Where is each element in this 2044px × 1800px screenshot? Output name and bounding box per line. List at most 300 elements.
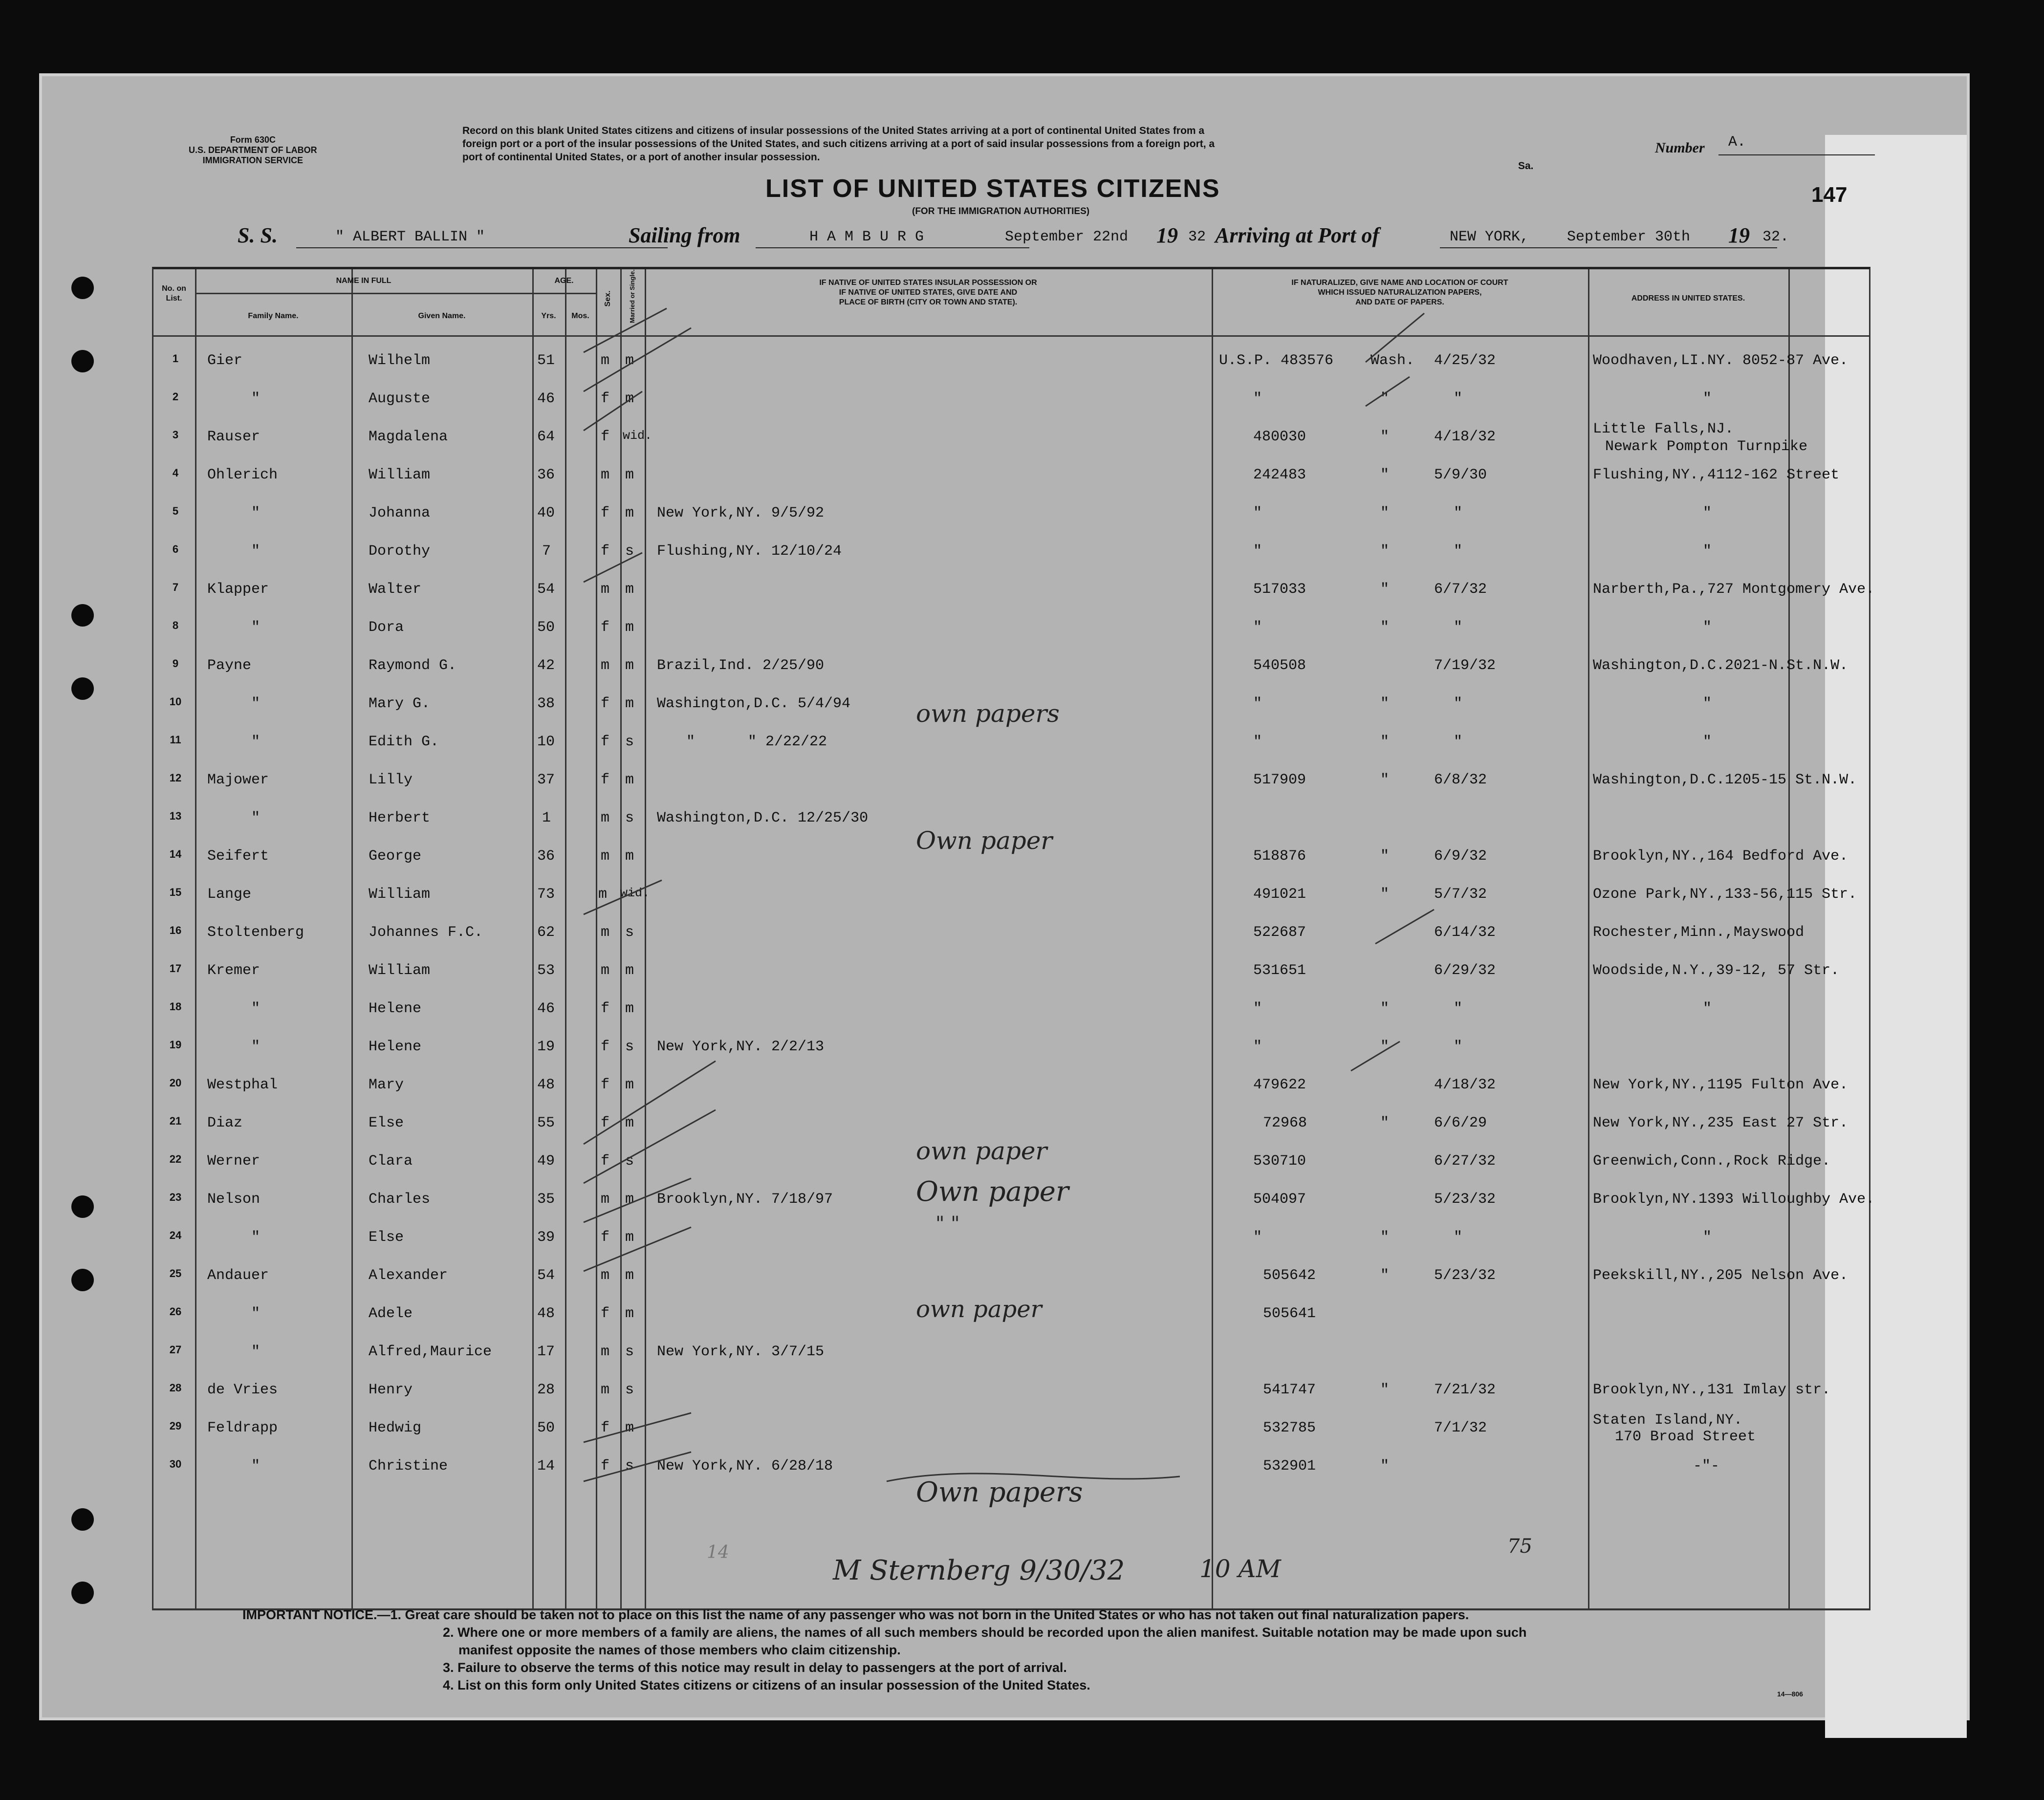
passenger-table [152,267,1875,1610]
row-no: 21 [169,1115,182,1127]
given-name: Dora [369,619,404,636]
given-name: Else [369,1115,404,1131]
table-row [153,505,1869,542]
address: Woodhaven,LI.NY. 8052-87 Ave. [1593,352,1848,369]
col-sex: Sex. [604,290,612,307]
naturalization-date: " [1454,505,1463,521]
given-name: Lilly [369,772,413,788]
marital-status: m [625,1191,634,1208]
notice-item: 4. List on this form only United States citizens or citizens of an insular possession of the United States. [443,1678,1090,1692]
row-no: 26 [169,1305,182,1318]
address: " [1703,619,1712,636]
year-to: 32. [1762,229,1789,245]
address: Washington,D.C.2021-N.St.N.W. [1593,657,1848,674]
marital-status: s [625,1382,634,1398]
naturalization-number: 72968 [1263,1115,1307,1131]
given-name: William [369,886,431,903]
note-own-papers: own papers [916,699,1060,728]
age: 54 [537,1267,555,1284]
naturalization-court: " [1380,1115,1390,1131]
binder-hole [71,1269,94,1291]
col-family: Family Name. [248,312,299,320]
age: 10 [537,734,555,750]
family-name: Diaz [207,1115,243,1131]
sa-mark: Sa. [1518,160,1534,172]
row-no: 29 [169,1420,182,1432]
naturalization-number: 505641 [1263,1305,1316,1322]
port-from-underline [756,247,1029,248]
address: -"- [1693,1458,1720,1475]
binder-hole [71,604,94,627]
sex: m [598,886,608,903]
given-name: Helene [369,1000,422,1017]
address: Rochester,Minn.,Mayswood [1593,924,1805,941]
age: 62 [537,924,555,941]
naturalization-date [1454,810,1462,826]
family-name: " [251,543,261,560]
age: 48 [537,1077,555,1093]
family-name: Westphal [207,1077,278,1093]
address: " [1703,695,1712,712]
row-no: 28 [169,1382,182,1394]
marital-status: m [625,619,634,636]
row-no: 19 [169,1039,182,1051]
family-name: Rauser [207,429,261,445]
given-name: Johanna [369,505,431,521]
col-address: ADDRESS IN UNITED STATES. [1631,294,1745,303]
family-name: de Vries [207,1382,278,1398]
sex: m [601,924,610,941]
marital-status: s [625,810,634,826]
binder-hole [71,677,94,700]
naturalization-date: " [1454,695,1463,712]
birth-info: New York,NY. 9/5/92 [657,505,825,521]
sex: f [601,734,610,750]
address: Washington,D.C.1205-15 St.N.W. [1593,772,1857,788]
sex: f [601,619,610,636]
naturalization-court [1380,1191,1389,1208]
table-row [153,734,1869,771]
address-line-2: 170 Broad Street [1615,1429,1756,1445]
year-prefix-to: 19 [1728,223,1750,247]
naturalization-date: 5/23/32 [1434,1191,1496,1208]
age: 35 [537,1191,555,1208]
naturalization-court [1380,962,1389,979]
col-age: AGE. [554,277,574,285]
row-no: 20 [169,1077,182,1089]
address: New York,NY.,1195 Fulton Ave. [1593,1077,1848,1093]
age: 54 [537,581,555,598]
address: Brooklyn,NY.,164 Bedford Ave. [1593,848,1848,865]
given-name: Dorothy [369,543,431,560]
naturalization-number: 517033 [1253,581,1306,598]
naturalization-court: " [1380,1267,1390,1284]
row-no: 11 [170,734,181,746]
family-name: " [251,734,261,750]
naturalization-date: 7/19/32 [1434,657,1496,674]
total-count: 75 [1507,1535,1532,1558]
naturalization-number: 518876 [1253,848,1306,865]
address: " [1703,543,1712,560]
naturalization-date: 5/9/30 [1434,467,1487,483]
family-name: " [251,1039,261,1055]
birth-info: Washington,D.C. 12/25/30 [657,810,869,826]
naturalization-number: " [1253,543,1262,560]
date-from: September 22nd [1005,229,1129,245]
row-no: 12 [169,772,182,784]
age: 48 [537,1305,555,1322]
family-name: " [251,810,261,826]
naturalization-court: " [1380,1039,1390,1055]
naturalization-number: 530710 [1253,1153,1306,1170]
age: 64 [537,429,555,445]
family-name: Ohlerich [207,467,278,483]
port-from: H A M B U R G [809,229,924,245]
age: 53 [537,962,555,979]
col-native: IF NATIVE OF UNITED STATES INSULAR POSSESSION OR IF NATIVE OF UNITED STATES, GIVE DATE AND PLACE OF BIRTH (CITY OR TOWN AND STATE). [819,279,1037,306]
row-no: 25 [169,1267,182,1280]
sex: f [601,1229,610,1246]
age: 36 [537,467,555,483]
age: 49 [537,1153,555,1170]
notice-item: 3. Failure to observe the terms of this notice may result in delay to passengers at the port of arrival. [443,1660,1067,1675]
birth-info: Washington,D.C. 5/4/94 [657,695,851,712]
age: 42 [537,657,555,674]
row-no: 13 [169,810,182,822]
naturalization-date: 4/18/32 [1434,429,1496,445]
number-value: A. [1728,134,1746,151]
address: " [1703,1229,1712,1246]
sex: f [601,1000,610,1017]
table-body [153,352,1875,1516]
given-name: Edith G. [369,734,439,750]
naturalization-date: 6/8/32 [1434,772,1487,788]
ship-underline [296,247,668,248]
naturalization-court [1380,657,1389,674]
instructions: Record on this blank United States citizens and citizens of insular possessions of the United States arriving at a port of continental United States from a foreign port or a port of the insular possessions of the United States, and such citizens arriving at a port of said insular possessions from a foreign port, a port of continental United States, or a port of another insular possession. [462,125,1215,163]
row-no: 14 [169,848,182,860]
naturalization-court: " [1380,467,1390,483]
given-name: Wilhelm [369,352,431,369]
row-no: 4 [172,467,179,479]
age: 17 [537,1344,555,1360]
age: 50 [537,1420,555,1436]
naturalization-date: " [1454,1229,1463,1246]
naturalization-court: " [1380,886,1390,903]
naturalization-court: " [1380,1458,1390,1475]
naturalization-number: 522687 [1253,924,1306,941]
naturalization-date: 5/7/32 [1434,886,1487,903]
col-no: No. on List. [162,284,186,303]
given-name: Charles [369,1191,431,1208]
year-from: 32 [1188,229,1206,245]
table-row [153,962,1869,1000]
row-no: 24 [169,1229,182,1241]
naturalization-court: " [1380,619,1390,636]
col-yrs: Yrs. [541,312,556,320]
arriving-label: Arriving at Port of [1215,223,1380,247]
sex: m [601,1267,610,1284]
sex: m [601,848,610,865]
naturalization-date: " [1454,734,1463,750]
binder-hole [71,277,94,299]
naturalization-date: 6/14/32 [1434,924,1496,941]
naturalization-number: " [1253,1039,1262,1055]
address: New York,NY.,235 East 27 Str. [1593,1115,1848,1131]
sex: f [601,1077,610,1093]
marital-status: s [625,1153,634,1170]
marital-status: m [625,1000,634,1017]
family-name: Werner [207,1153,261,1170]
naturalization-number: 242483 [1253,467,1306,483]
naturalization-number: 532901 [1263,1458,1316,1475]
note-own-papers: Own paper [916,1176,1069,1208]
row-no: 23 [169,1191,182,1203]
sex: f [601,505,610,521]
naturalization-court: " [1380,772,1390,788]
naturalization-date: 4/25/32 [1434,352,1496,369]
table-row [153,657,1869,695]
given-name: Auguste [369,390,431,407]
col-given: Given Name. [418,312,466,320]
naturalization-date: 7/1/32 [1434,1420,1487,1436]
table-row [153,543,1869,581]
given-name: William [369,962,431,979]
family-name: Payne [207,657,252,674]
row-no: 16 [169,924,182,936]
address: Woodside,N.Y.,39-12, 57 Str. [1593,962,1840,979]
col-mos: Mos. [571,312,589,320]
given-name: Henry [369,1382,413,1398]
marital-status: m [625,505,634,521]
naturalization-number: 540508 [1253,657,1306,674]
given-name: Herbert [369,810,431,826]
address: Greenwich,Conn.,Rock Ridge. [1593,1153,1831,1170]
note-own-papers: Own papers [916,1476,1083,1508]
address: " [1703,734,1712,750]
sex: m [601,962,610,979]
age: 37 [537,772,555,788]
given-name: Hedwig [369,1420,422,1436]
birth-info: Brooklyn,NY. 7/18/97 [657,1191,833,1208]
marital-status: s [625,1344,634,1360]
table-row [153,1000,1869,1038]
table-row [153,1039,1869,1076]
given-name: Alexander [369,1267,448,1284]
given-name: Johannes F.C. [369,924,483,941]
date-to: September 30th [1567,229,1691,245]
naturalization-number: " [1253,1000,1262,1017]
sex: m [601,581,610,598]
given-name: Mary G. [369,695,431,712]
naturalization-number: " [1253,1229,1262,1246]
margin-mark: 14 [707,1542,729,1562]
address [1703,1039,1712,1055]
address: " [1703,505,1712,521]
family-name: " [251,619,261,636]
table-row [153,1077,1869,1114]
naturalization-date [1454,1458,1462,1475]
note-own-papers: own paper [916,1137,1047,1165]
naturalization-court: " [1380,695,1390,712]
naturalization-date: 5/23/32 [1434,1267,1496,1284]
naturalization-number: " [1253,734,1262,750]
naturalization-number: 504097 [1253,1191,1306,1208]
form-id: Form 630C U.S. DEPARTMENT OF LABOR IMMIGRATION SERVICE [189,135,317,165]
family-name: Andauer [207,1267,269,1284]
naturalization-date: " [1454,543,1463,560]
naturalization-court: Wash. [1370,352,1415,369]
note-ditto: " " [935,1213,960,1235]
marital-status: m [625,772,634,788]
naturalization-court: " [1380,848,1390,865]
table-row [153,772,1869,809]
marital-status: m [625,390,634,407]
naturalization-number: " [1253,619,1262,636]
naturalization-number: 532785 [1263,1420,1316,1436]
binder-hole [71,1508,94,1531]
naturalization-number: 505642 [1263,1267,1316,1284]
marital-status: s [625,924,634,941]
birth-info: New York,NY. 2/2/13 [657,1039,825,1055]
address: Brooklyn,NY.1393 Willoughby Ave. [1593,1191,1875,1208]
address: Ozone Park,NY.,133-56,115 Str. [1593,886,1857,903]
naturalization-court: " [1380,543,1390,560]
marital-status: m [625,467,634,483]
row-no: 5 [172,505,179,517]
naturalization-court [1380,1305,1389,1322]
notice-item: Great care should be taken not to place on this list the name of any passenger who was not born in the United States or who has not taken out final naturalization papers. [405,1607,1469,1622]
row-no: 7 [172,581,179,593]
sex: f [601,695,610,712]
row-no: 17 [169,962,182,975]
family-name: " [251,1344,261,1360]
address: Narberth,Pa.,727 Montgomery Ave. [1593,581,1875,598]
row-no: 30 [169,1458,182,1470]
naturalization-date: 6/27/32 [1434,1153,1496,1170]
family-name: " [251,1458,261,1475]
naturalization-number: " [1253,695,1262,712]
marital-status: wid. [623,429,652,443]
table-row [153,886,1869,924]
birth-info: " " 2/22/22 [686,734,827,750]
age: 40 [537,505,555,521]
given-name: Adele [369,1305,413,1322]
family-name: " [251,1000,261,1017]
table-row [153,467,1869,504]
birth-info: Brazil,Ind. 2/25/90 [657,657,825,674]
naturalization-number: 480030 [1253,429,1306,445]
table-row [153,1229,1869,1267]
family-name: Majower [207,772,269,788]
row-no: 15 [169,886,182,898]
binder-hole [71,1195,94,1218]
naturalization-date: 4/18/32 [1434,1077,1496,1093]
col-naturalized: IF NATURALIZED, GIVE NAME AND LOCATION OF COURT WHICH ISSUED NATURALIZATION PAPERS, AND DATE OF PAPERS. [1291,279,1508,306]
naturalization-number: 479622 [1253,1077,1306,1093]
naturalization-court [1380,1153,1389,1170]
age: 36 [537,848,555,865]
sex: m [601,810,610,826]
notice-label: IMPORTANT NOTICE.—1. [242,1607,402,1622]
naturalization-number: U.S.P. 483576 [1219,352,1334,369]
marital-status: m [625,1077,634,1093]
col-married: Married or Single. [629,269,636,323]
naturalization-number: 491021 [1253,886,1306,903]
age: 46 [537,1000,555,1017]
naturalization-court: " [1380,390,1390,407]
sex: m [601,657,610,674]
naturalization-court: " [1380,1229,1390,1246]
table-row [153,619,1869,657]
row-no: 22 [169,1153,182,1165]
marital-status: s [625,1039,634,1055]
binder-hole [71,350,94,372]
address: " [1703,390,1712,407]
naturalization-date: 6/29/32 [1434,962,1496,979]
arrival-time: 10 AM [1199,1555,1281,1583]
family-name: " [251,505,261,521]
naturalization-number: 531651 [1253,962,1306,979]
marital-status: m [625,962,634,979]
sex: f [601,1305,610,1322]
notice-item: manifest opposite the names of those members who claim citizenship. [458,1643,901,1657]
naturalization-date: " [1454,390,1463,407]
col-name-group: NAME IN FULL [336,277,391,285]
family-name: Klapper [207,581,269,598]
naturalization-number: " [1253,390,1262,407]
age: 28 [537,1382,555,1398]
naturalization-date: 6/6/29 [1434,1115,1487,1131]
family-name: Lange [207,886,252,903]
naturalization-number: " [1253,505,1262,521]
marital-status: m [625,695,634,712]
age: 51 [537,352,555,369]
given-name: Christine [369,1458,448,1475]
naturalization-date [1454,1305,1462,1322]
sex: f [601,390,610,407]
marital-status: m [625,1229,634,1246]
row-no: 6 [172,543,179,555]
row-no: 8 [172,619,179,631]
family-name: Gier [207,352,243,369]
naturalization-number: 541747 [1263,1382,1316,1398]
marital-status: wid. [620,886,650,900]
marital-status: m [625,1420,634,1436]
age: 19 [537,1039,555,1055]
marital-status: s [625,1458,634,1475]
sex: f [601,1115,610,1131]
birth-info: New York,NY. 3/7/15 [657,1344,825,1360]
family-name: Stoltenberg [207,924,304,941]
naturalization-court: " [1380,581,1390,598]
naturalization-court [1380,924,1389,941]
given-name: Magdalena [369,429,448,445]
sex: f [601,543,610,560]
family-name: Nelson [207,1191,261,1208]
sex: f [601,1420,610,1436]
row-no: 9 [172,657,179,670]
table-row [153,581,1875,619]
family-name: " [251,1305,261,1322]
address: Brooklyn,NY.,131 Imlay str. [1593,1382,1831,1398]
age: 39 [537,1229,555,1246]
marital-status: m [625,1305,634,1322]
row-no: 2 [172,390,179,403]
naturalization-date: 6/7/32 [1434,581,1487,598]
naturalization-number [1253,810,1262,826]
sex: m [601,1191,610,1208]
